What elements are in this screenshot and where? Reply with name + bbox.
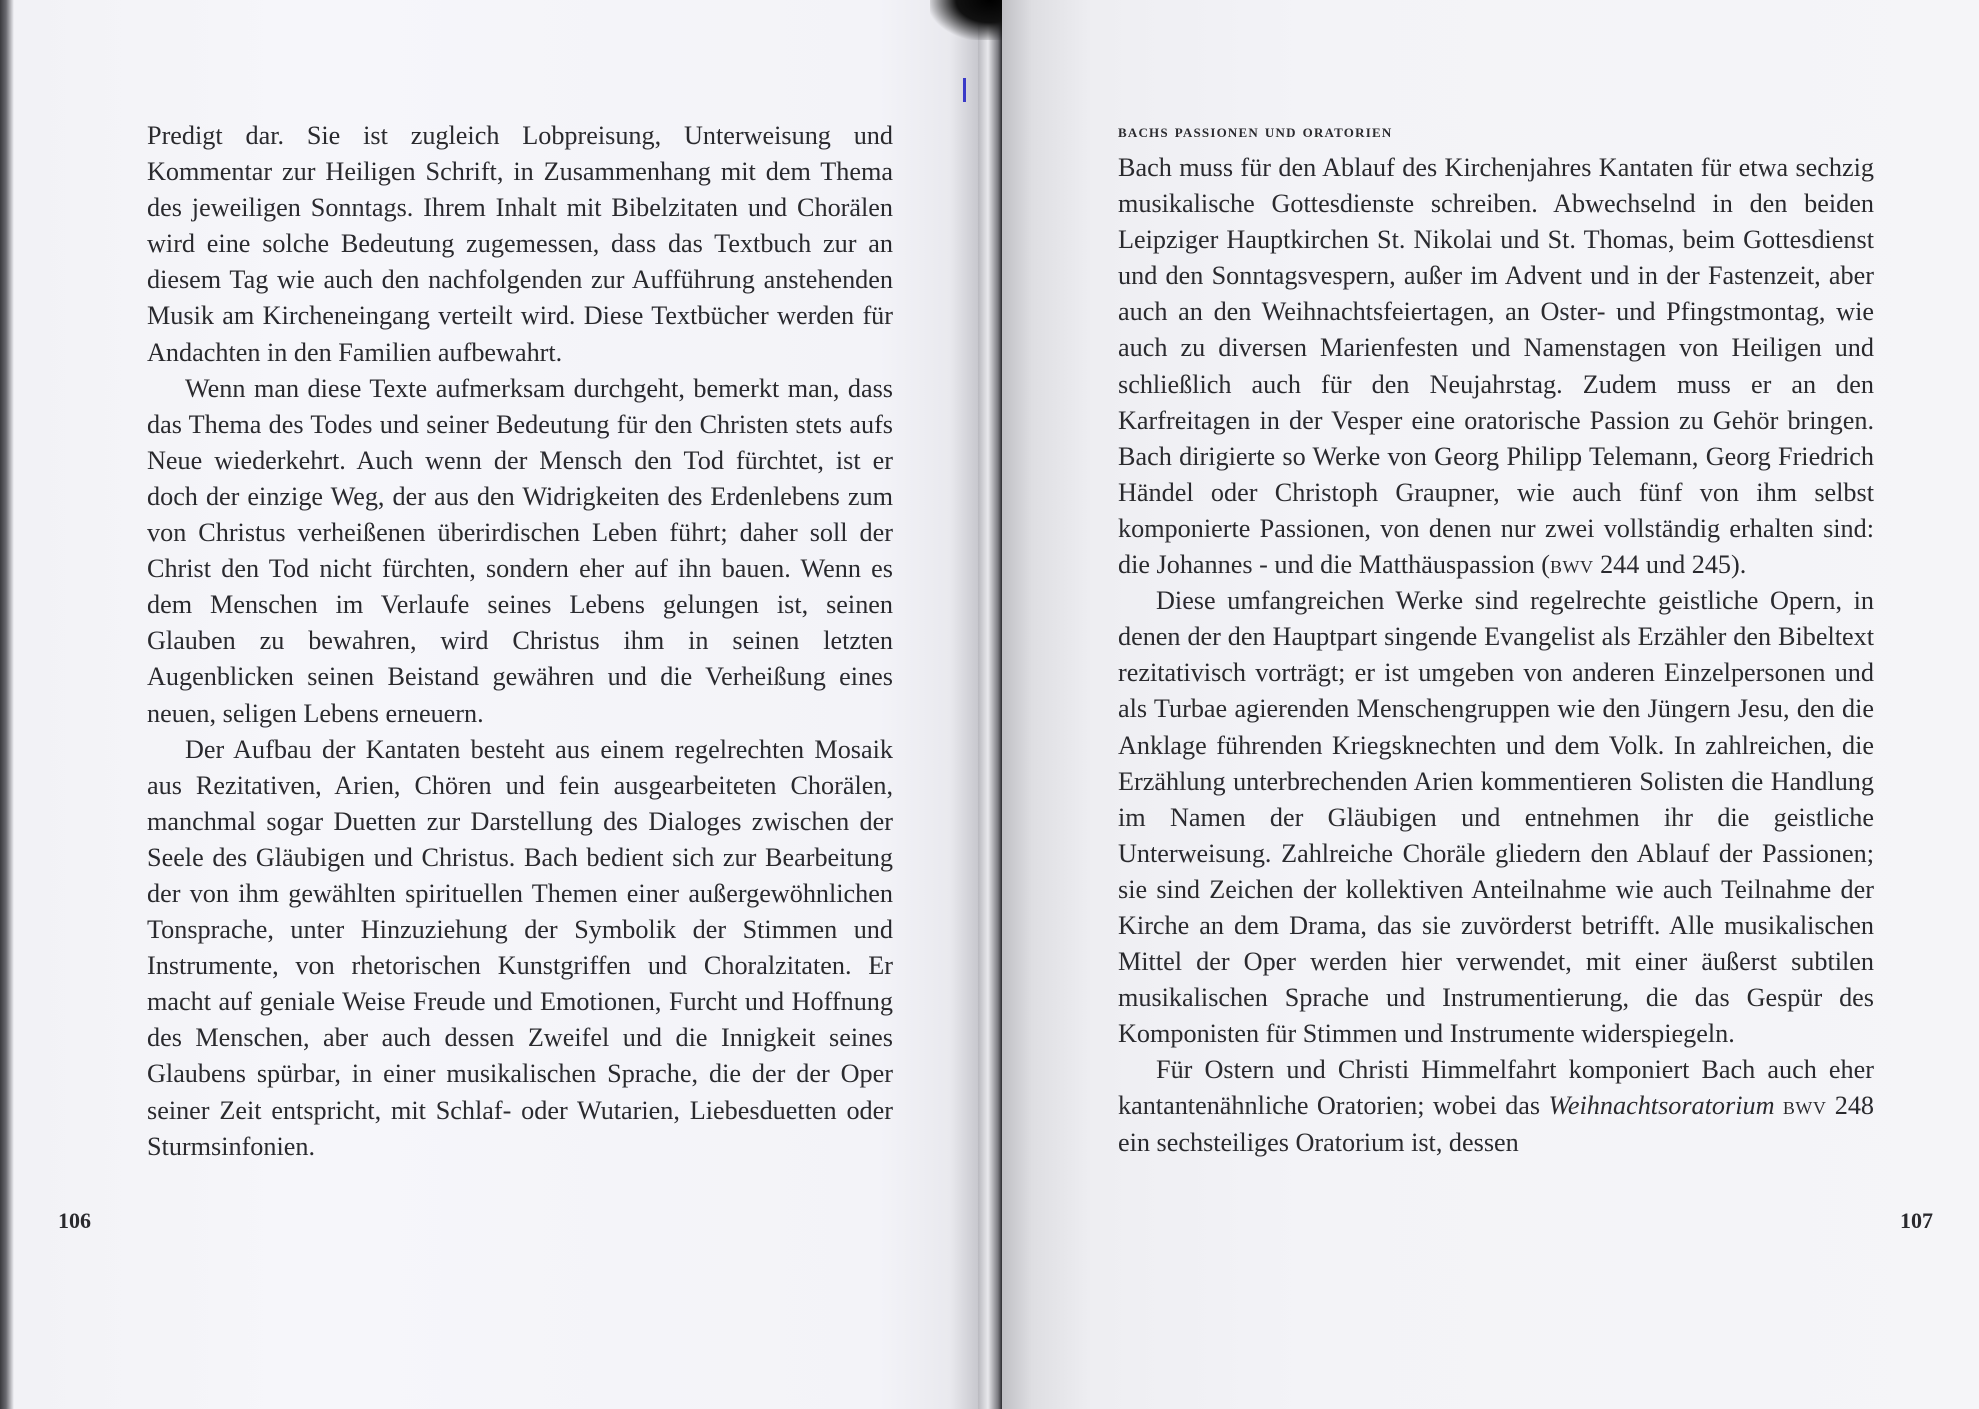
paragraph-text: 244 und 245). xyxy=(1593,550,1747,580)
left-page-text xyxy=(147,118,893,1165)
paragraph xyxy=(1118,150,1874,583)
paragraph: Der Aufbau der Kantaten besteht aus einem regelrechten Mosaik aus Rezitativen, Arien, Chören und fein ausgearbeiteten Chorälen, manchmal sogar Duetten zur Darstellung des Dialoges zwischen der Seele des Gläubigen und Christus. Bach bedient sich zur Bearbeitung der von ihm gewählten spirituellen Themen einer außergewöhnlichen Tonsprache, unter Hinzuziehung der Symbolik der Stimmen und Instrumente, von rhetorischen Kunstgriffen und Choralzitaten. Er macht auf geniale Weise Freude und Emotionen, Furcht und Hoffnung des Menschen, aber auch dessen Zweifel und die Innigkeit seines Glaubens spürbar, in einer musikalischen Sprache, die der der Oper seiner Zeit entspricht, mit Schlaf- oder Wutarien, Liebesduetten oder Sturmsinfonien. xyxy=(147,734,893,1161)
paragraph xyxy=(1118,1052,1874,1160)
bwv-label: bwv xyxy=(1782,1091,1827,1121)
book-gutter xyxy=(978,0,1002,1409)
bwv-label: bwv xyxy=(1550,550,1594,580)
paragraph-text: 248 ein sechsteiliges Oratorium ist, dessen xyxy=(1118,1091,1875,1157)
paragraph-text xyxy=(1774,1091,1782,1120)
paragraph: Wenn man diese Texte aufmerksam durchgeht, bemerkt man, dass das Thema des Todes und seiner Bedeutung für den Christen stets aufs Neue wiederkehrt. Auch wenn der Mensch den Tod fürchtet, ist er doch der einzige Weg, der aus den Widrigkeiten des Erdenlebens zum von Christus verheißenen überirdischen Leben führt; daher soll der Christ den Tod nicht fürchten, sondern eher auf ihn bauen. Wenn es dem Menschen im Verlaufe seines Lebens gelungen ist, seinen Glauben zu bewahren, wird Christus ihm in seinen letzten Augenblicken seinen Beistand gewähren und die Verheißung eines neuen, seligen Lebens erneuern. xyxy=(147,373,893,728)
section-heading: bachs passionen und oratorien xyxy=(1118,121,1393,142)
work-title: Weihnachtsoratorium xyxy=(1548,1091,1775,1121)
paragraph-text: Bach muss für den Ablauf des Kirchenjahres Kantaten für etwa sechzig musikalische Gottesdienste schreiben. Abwechselnd in den beiden Leipziger Hauptkirchen St. Nikolai und St. Thomas, beim Gottesdienst und den Sonntagsvespern, außer im Advent und in der Fastenzeit, aber auch an den Weihnachtsfeiertagen, an Oster- und Pfingstmontag, wie auch zu diversen Marienfesten und Namenstagen von Heiligen und schließlich auch für den Neujahrstag. Zudem muss er an den Karfreitagen in der Vesper eine oratorische Passion zu Gehör bringen. Bach dirigierte so Werke von Georg Philipp Telemann, Georg Friedrich Händel oder Christoph Graupner, wie auch fünf von ihm selbst komponierte Passionen, von denen nur zwei vollständig erhalten sind: die Johannes - und die Matthäuspassion ( xyxy=(1118,153,1874,580)
bookmark-mark xyxy=(963,78,966,102)
left-page xyxy=(0,0,978,1409)
page-number-right: 107 xyxy=(1900,1208,1933,1233)
paragraph: Diese umfangreichen Werke sind regelrechte geistliche Opern, in denen der den Hauptpart singende Evangelist als Erzähler den Bibeltext rezitativisch vorträgt; er ist umgeben von anderen Einzelpersonen und als Turbae agierenden Menschengruppen wie den Jüngern Jesu, den die Anklage führenden Kriegsknechten und dem Volk. In zahlreichen, die Erzählung unterbrechenden Arien kommentieren Solisten die Handlung im Namen der Gläubigen und entnehmen ihr die geistliche Unterweisung. Zahlreiche Choräle gliedern den Ablauf der Passionen; sie sind Zeichen der kollektiven Anteilnahme wie auch Teilnahme der Kirche an dem Drama, das sie zuvörderst betrifft. Alle musikalischen Mittel der Oper werden hier verwendet, mit einer äußerst subtilen musikalischen Sprache und Instrumentierung, die das Gespür des Komponisten für Stimmen und Instrumente widerspiegeln. xyxy=(1118,586,1874,1049)
right-page xyxy=(1002,0,1979,1409)
page-number-left: 106 xyxy=(58,1208,91,1233)
paragraph-text: Für Ostern und Christi Himmelfahrt komponiert Bach auch eher kantantenähnliche Oratorien; wobei das xyxy=(1118,1055,1874,1121)
right-page-text xyxy=(1118,150,1874,1161)
paragraph: Predigt dar. Sie ist zugleich Lobpreisung, Unterweisung und Kommentar zur Heiligen Schrift, in Zusammenhang mit dem Thema des jeweiligen Sonntags. Ihrem Inhalt mit Bibelzitaten und Chorälen wird eine solche Bedeutung zugemessen, dass das Textbuch zur an diesem Tag wie auch den nachfolgenden zur Aufführung anstehenden Musik am Kircheneingang verteilt wird. Diese Textbücher werden für Andachten in den Familien aufbewahrt. xyxy=(147,121,893,367)
